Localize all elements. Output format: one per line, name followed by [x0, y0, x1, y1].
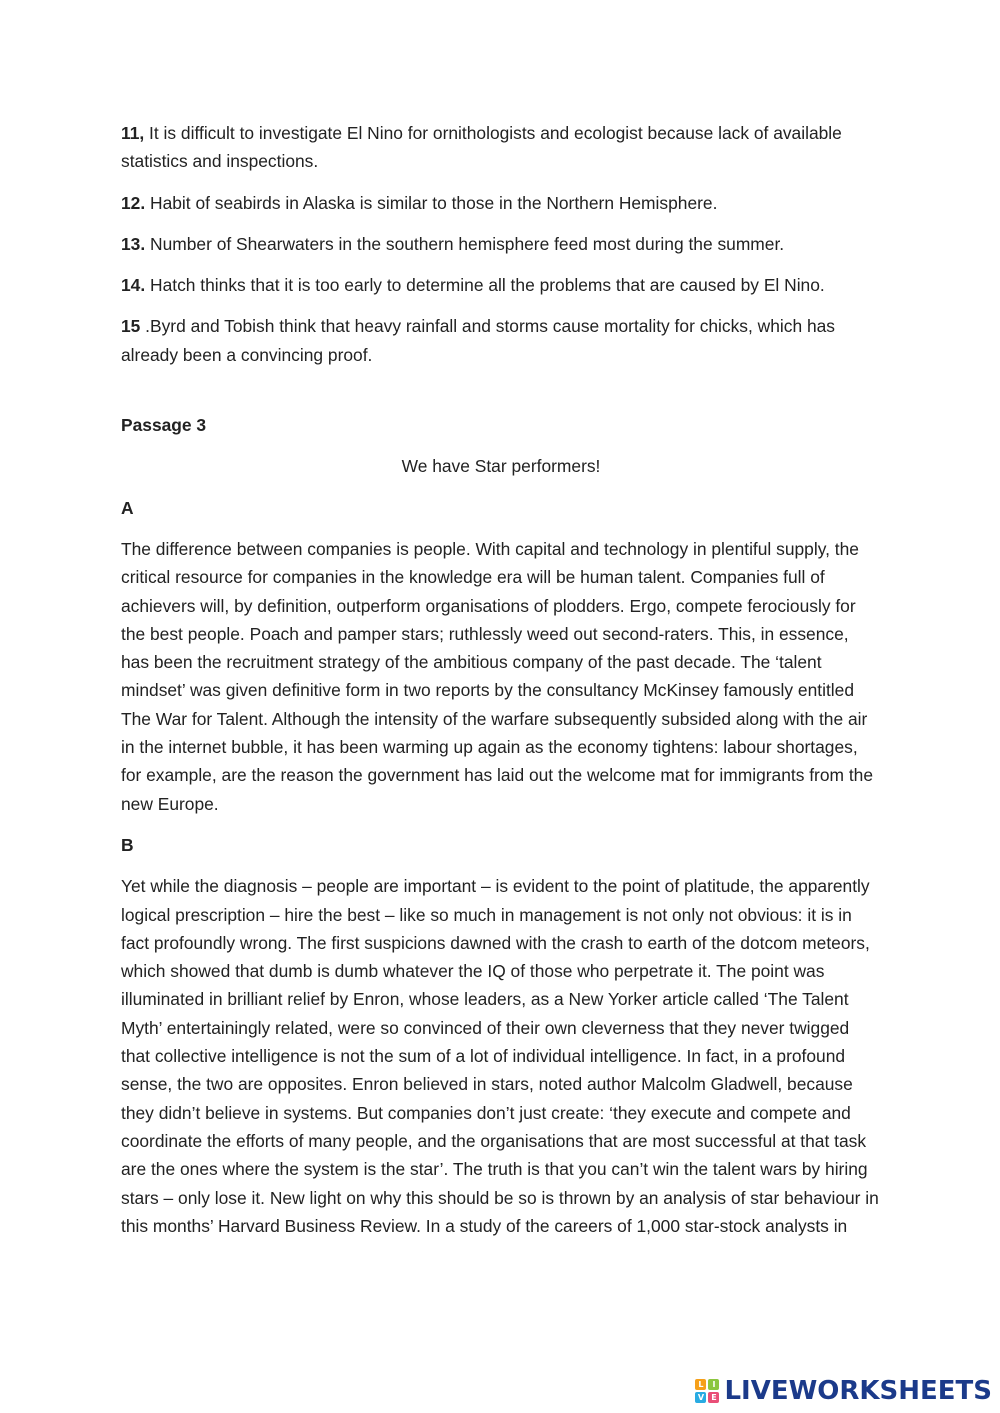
statement-text: Hatch thinks that it is too early to determine all the problems that are caused by El Nino. [145, 275, 825, 296]
logo-tiles-icon [695, 1379, 719, 1403]
statement-list [121, 119, 881, 369]
section-letter-a: A [121, 497, 134, 518]
statement-number: 12. [121, 192, 146, 213]
logo-tile: L [695, 1379, 706, 1390]
statement-number: 13. [121, 233, 146, 254]
statement-number: 14. [121, 275, 146, 296]
logo-tile: V [695, 1392, 706, 1403]
logo-tile: E [708, 1392, 719, 1403]
liveworksheets-logo [695, 1375, 992, 1407]
statement-15 [121, 312, 881, 369]
statement-13 [121, 230, 881, 258]
section-b-paragraph: Yet while the diagnosis – people are important – is evident to the point of platitude, the apparently logical prescription – hire the best – like so much in management is not only not obvious: it is in fact profoundly wrong. The first suspicions dawned with the crash to earth of the dotcom meteors, which showed that dumb is dumb whatever the IQ of those who perpetrate it. The point was illuminated in brilliant relief by Enron, whose leaders, as a New Yorker article called ‘The Talent Myth’ entertainingly related, were so convinced of their own cleverness that they never twigged that collective intelligence is not the sum of a lot of individual intelligence. In fact, in a profound sense, the two are opposites. Enron believed in stars, noted author Malcolm Gladwell, because they didn’t believe in systems. But companies don’t just create: ‘they execute and compete and coordinate the efforts of many people, and the organisations that are most successful at that task are the ones where the system is the star’. The truth is that you can’t win the talent wars by hiring stars – only lose it. New light on why this should be so is thrown by an analysis of star behaviour in this months’ Harvard Business Review. In a study of the careers of 1,000 star-stock analysts in [121, 876, 879, 1236]
statement-number: 11, [121, 123, 145, 143]
worksheet-page [121, 119, 881, 1253]
section-letter-b: B [121, 834, 134, 855]
statement-14 [121, 271, 881, 299]
statement-text: .Byrd and Tobish think that heavy rainfall and storms cause mortality for chicks, which has already been a convincing proof. [121, 316, 835, 365]
passage-heading: Passage 3 [121, 415, 207, 436]
statement-text: It is difficult to investigate El Nino for ornithologists and ecologist because lack of available statistics and inspections. [121, 123, 842, 172]
statement-11 [121, 119, 881, 176]
statement-12 [121, 189, 881, 217]
passage-title: We have Star performers! [401, 456, 601, 477]
logo-text: LIVEWORKSHEETS [724, 1376, 992, 1406]
statement-number: 15 [121, 316, 141, 337]
logo-tile: I [708, 1379, 719, 1390]
section-a-paragraph: The difference between companies is people. With capital and technology in plentiful supply, the critical resource for companies in the knowledge era will be human talent. Companies full of achievers will, by definition, outperform organisations of plodders. Ergo, compete ferociously for the best people. Poach and pamper stars; ruthlessly weed out second-raters. This, in essence, has been the recruitment strategy of the ambitious company of the past decade. The ‘talent mindset’ was given definitive form in two reports by the consultancy McKinsey famously entitled The War for Talent. Although the intensity of the warfare subsequently subsided along with the air in the internet bubble, it has been warming up again as the economy tightens: labour shortages, for example, are the reason the government has laid out the welcome mat for immigrants from the new Europe. [121, 538, 874, 814]
statement-text: Number of Shearwaters in the southern hemisphere feed most during the summer. [145, 233, 785, 254]
statement-text: Habit of seabirds in Alaska is similar to those in the Northern Hemisphere. [145, 192, 718, 213]
